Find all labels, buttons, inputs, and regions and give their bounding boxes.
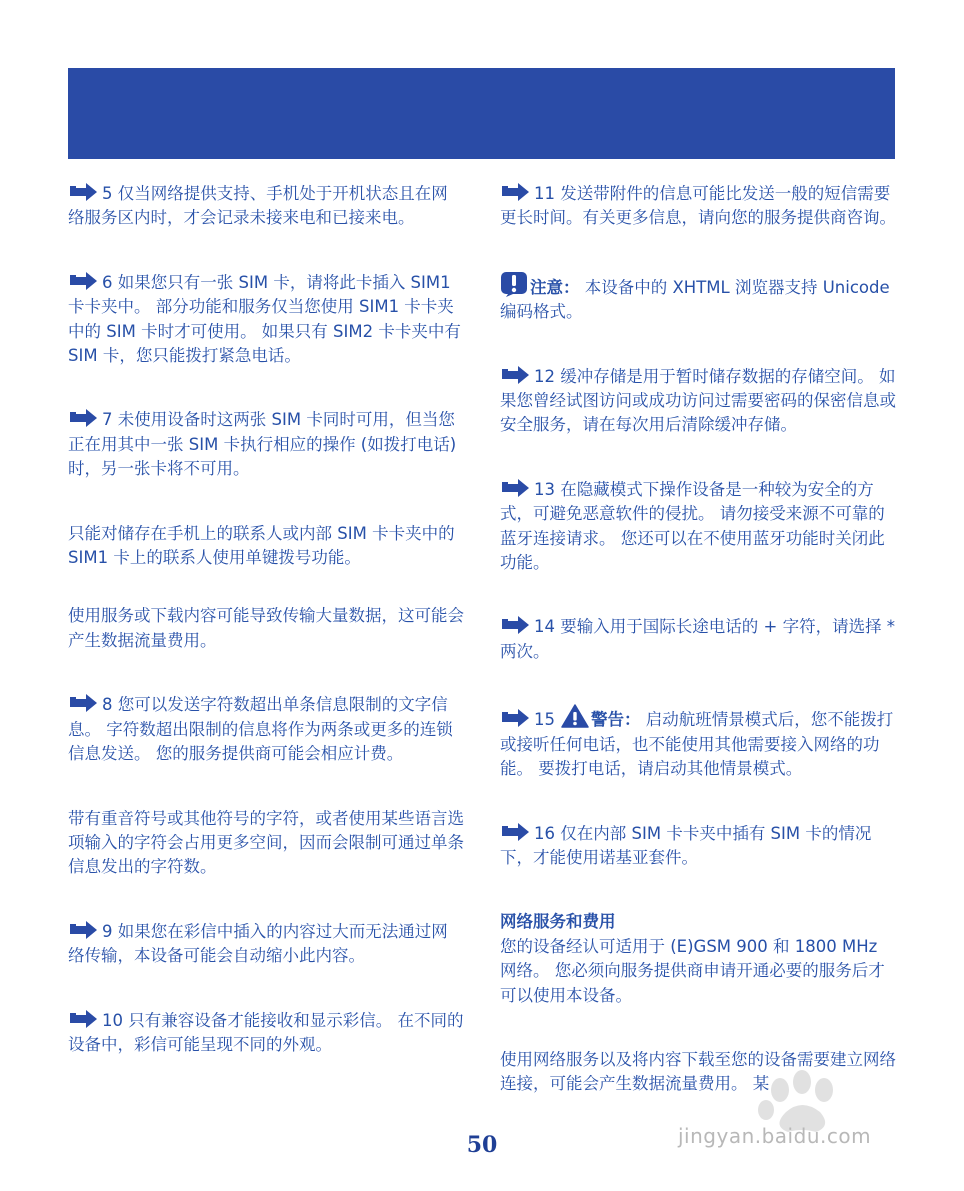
footnote-16 xyxy=(500,822,896,871)
page-number: 50 xyxy=(466,1132,498,1158)
footnote-text: 缓冲存储是用于暂时储存数据的存储空间。 如果您曾经试图访问或成功访问过需要密码的保密信息或安全服务，请在每次用后清除缓冲存储。 xyxy=(500,366,896,435)
footnote-11 xyxy=(500,182,896,231)
note-label: 注意： xyxy=(530,277,580,297)
arrow-icon xyxy=(500,365,530,385)
section-heading: 网络服务和费用 xyxy=(500,912,616,932)
section-network-services xyxy=(500,910,896,1008)
footnote-number: 13 xyxy=(534,479,555,499)
footnote-text: 仅在内部 SIM 卡卡夹中插有 SIM 卡的情况下，才能使用诺基亚套件。 xyxy=(500,823,872,867)
footnote-text: 要输入用于国际长途电话的 + 字符，请选择 * 两次。 xyxy=(500,617,896,661)
header-banner xyxy=(68,68,895,159)
footnote-number: 15 xyxy=(534,710,555,730)
footnote-number: 7 xyxy=(102,410,113,430)
footnote-12 xyxy=(500,365,896,438)
section-text: 您的设备经认可适用于 (E)GSM 900 和 1800 MHz 网络。 您必须向服务提供商申请开通必要的服务后才可以使用本设备。 xyxy=(500,936,885,1005)
footnote-text: 只有兼容设备才能接收和显示彩信。 在不同的设备中，彩信可能呈现不同的外观。 xyxy=(68,1010,464,1054)
arrow-icon xyxy=(500,708,530,728)
paragraph: 只能对储存在手机上的联系人或内部 SIM 卡卡夹中的 SIM1 卡上的联系人使用单键拨号功能。 xyxy=(68,523,455,568)
footnote-10 xyxy=(68,1009,464,1058)
arrow-icon xyxy=(68,271,98,291)
watermark-text: jingyan.baidu.com xyxy=(678,1124,872,1148)
footnote-text: 在隐藏模式下操作设备是一种较为安全的方式，可避免恶意软件的侵扰。 请勿接受来源不可靠的蓝牙连接请求。 您还可以在不使用蓝牙功能时关闭此功能。 xyxy=(500,479,885,573)
footnote-number: 12 xyxy=(534,366,555,386)
arrow-icon xyxy=(500,615,530,635)
arrow-icon xyxy=(68,182,98,202)
footnote-number: 6 xyxy=(102,272,113,292)
footnote-number: 9 xyxy=(102,921,113,941)
footnote-number: 16 xyxy=(534,823,555,843)
footnote-6 xyxy=(68,271,464,369)
footnote-number: 5 xyxy=(102,184,113,203)
paragraph: 使用网络服务以及将内容下载至您的设备需要建立网络连接，可能会产生数据流量费用。 某 xyxy=(500,1049,896,1094)
footnote-text: 如果您只有一张 SIM 卡，请将此卡插入 SIM1 卡卡夹中。 部分功能和服务仅当您使用 SIM1 卡卡夹中的 SIM 卡时才可使用。 如果只有 SIM2 卡卡夹中有 SIM 卡，您只能拨打紧急电话。 xyxy=(68,272,461,366)
exclamation-icon xyxy=(500,271,528,297)
footnote-number: 10 xyxy=(102,1010,123,1030)
footnote-15 xyxy=(500,704,896,781)
footnote-number: 8 xyxy=(102,695,113,715)
footnote-text: 未使用设备时这两张 SIM 卡同时可用，但当您正在用其中一张 SIM 卡执行相应的操作 (如拨打电话) 时，另一张卡将不可用。 xyxy=(68,410,457,479)
arrow-icon xyxy=(500,182,530,202)
arrow-icon xyxy=(500,822,530,842)
left-column xyxy=(68,182,464,1097)
right-column xyxy=(500,182,896,1137)
arrow-icon xyxy=(68,1009,98,1029)
footnote-text: 您可以发送字符数超出单条信息限制的文字信息。 字符数超出限制的信息将作为两条或更多的连锁信息发送。 您的服务提供商可能会相应计费。 xyxy=(68,695,453,764)
footnote-number: 11 xyxy=(534,184,555,203)
note-text: 本设备中的 XHTML 浏览器支持 Unicode 编码格式。 xyxy=(500,277,890,322)
footnote-text: 如果您在彩信中插入的内容过大而无法通过网络传输，本设备可能会自动缩小此内容。 xyxy=(68,921,448,966)
footnote-number: 14 xyxy=(534,617,555,637)
footnote-5 xyxy=(68,182,464,231)
footnote-text: 仅当网络提供支持、手机处于开机状态且在网络服务区内时，才会记录未接来电和已接来电。 xyxy=(68,184,448,228)
paragraph: 带有重音符号或其他符号的字符，或者使用某些语言选项输入的字符会占用更多空间，因而会限制可通过单条信息发出的字符数。 xyxy=(68,808,464,877)
footnote-13 xyxy=(500,478,896,576)
footnote-8 xyxy=(68,693,464,766)
footnote-14 xyxy=(500,615,896,664)
footnote-9 xyxy=(68,920,464,969)
paragraph: 使用服务或下载内容可能导致传输大量数据，这可能会产生数据流量费用。 xyxy=(68,606,464,650)
footnote-7 xyxy=(68,408,464,481)
arrow-icon xyxy=(68,920,98,940)
arrow-icon xyxy=(500,478,530,498)
arrow-icon xyxy=(68,693,98,713)
footnote-text: 启动航班情景模式后，您不能拨打或接听任何电话，也不能使用其他需要接入网络的功能。 要拨打电话，请启动其他情景模式。 xyxy=(500,710,894,779)
arrow-icon xyxy=(68,408,98,428)
warning-icon xyxy=(561,704,589,728)
warning-label: 警告： xyxy=(591,710,641,730)
footnote-text: 发送带附件的信息可能比发送一般的短信需要更长时间。有关更多信息，请向您的服务提供商咨询。 xyxy=(500,184,896,228)
note xyxy=(500,271,896,325)
